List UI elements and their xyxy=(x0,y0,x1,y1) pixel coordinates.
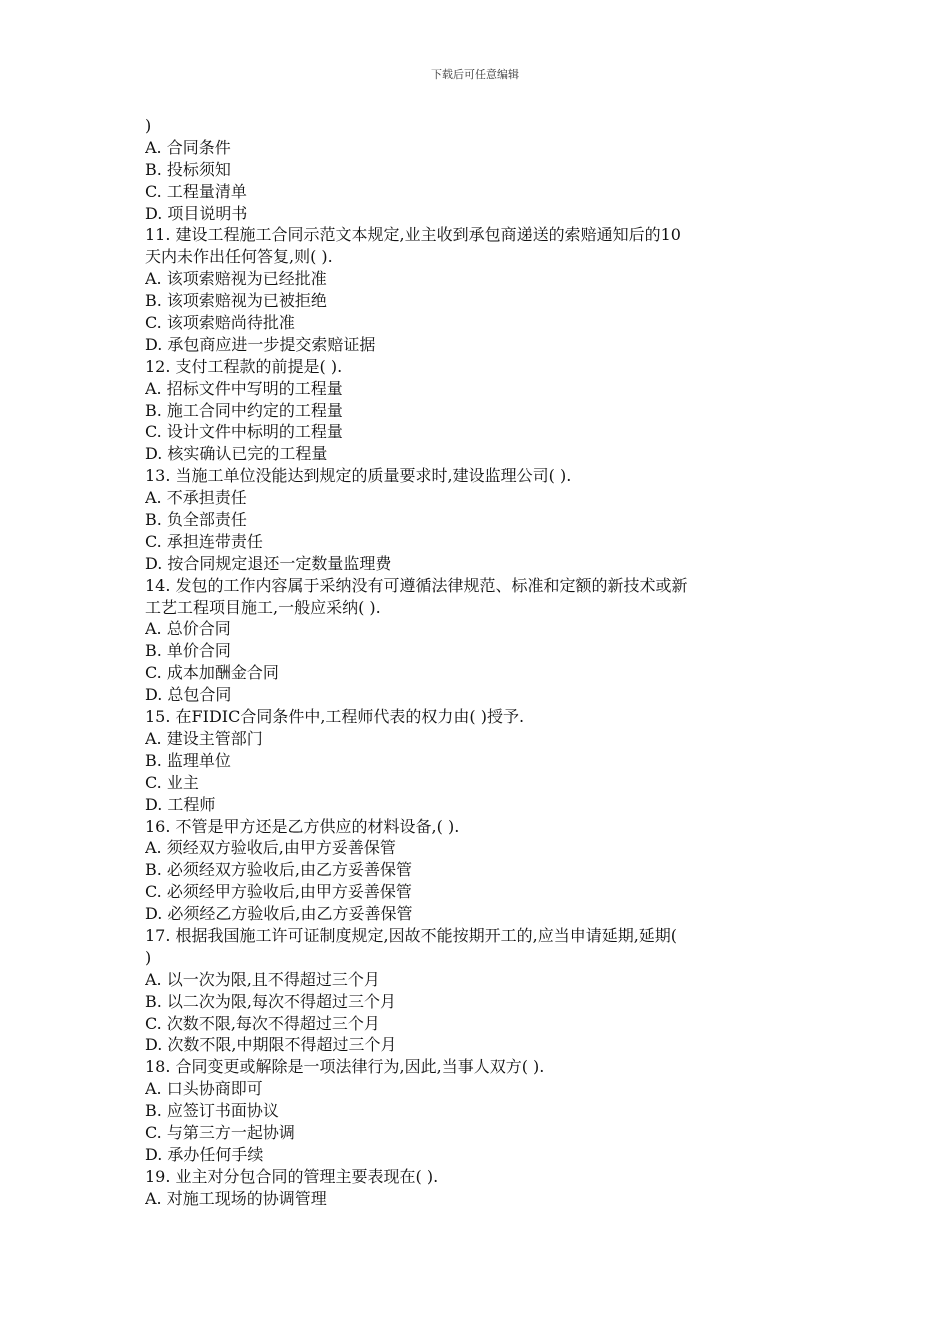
text-line: C. 成本加酬金合同 xyxy=(145,663,279,683)
document-body xyxy=(145,115,805,1210)
text-line: D. 按合同规定退还一定数量监理费 xyxy=(145,553,392,573)
text-line: 17. 根据我国施工许可证制度规定,因故不能按期开工的,应当申请延期,延期( xyxy=(145,925,678,945)
text-line: B. 投标须知 xyxy=(145,159,231,179)
text-line: A. 建设主管部门 xyxy=(145,728,263,748)
text-line: B. 监理单位 xyxy=(145,750,231,770)
text-line: C. 次数不限,每次不得超过三个月 xyxy=(145,1013,380,1033)
text-line: A. 对施工现场的协调管理 xyxy=(145,1188,327,1208)
text-line: C. 设计文件中标明的工程量 xyxy=(145,422,343,442)
text-line: B. 施工合同中约定的工程量 xyxy=(145,400,343,420)
text-line: 15. 在FIDIC合同条件中,工程师代表的权力由( )授予. xyxy=(145,707,525,727)
text-line: C. 与第三方一起协调 xyxy=(145,1122,295,1142)
page-header: 下载后可任意编辑 xyxy=(431,68,519,81)
text-line: 16. 不管是甲方还是乙方供应的材料设备,( ). xyxy=(145,816,460,836)
text-line: 18. 合同变更或解除是一项法律行为,因此,当事人双方( ). xyxy=(145,1057,545,1077)
text-line: D. 总包合同 xyxy=(145,685,232,705)
text-line: C. 承担连带责任 xyxy=(145,531,263,551)
text-line: A. 须经双方验收后,由甲方妥善保管 xyxy=(145,838,396,858)
text-line: B. 该项索赔视为已被拒绝 xyxy=(145,291,327,311)
text-line: ) xyxy=(145,116,152,135)
text-line: A. 口头协商即可 xyxy=(145,1079,263,1099)
text-line: D. 承包商应进一步提交索赔证据 xyxy=(145,334,376,354)
text-line: A. 该项索赔视为已经批准 xyxy=(145,269,327,289)
text-line: ) xyxy=(145,947,152,967)
text-line: A. 合同条件 xyxy=(145,137,231,157)
text-line: A. 招标文件中写明的工程量 xyxy=(145,378,343,398)
text-line: B. 负全部责任 xyxy=(145,510,247,530)
text-line: D. 工程师 xyxy=(145,794,216,814)
text-line: D. 承办任何手续 xyxy=(145,1144,264,1164)
text-line: C. 该项索赔尚待批准 xyxy=(145,313,295,333)
text-line: A. 不承担责任 xyxy=(145,488,247,508)
text-line: A. 以一次为限,且不得超过三个月 xyxy=(145,969,380,989)
text-line: 工艺工程项目施工,一般应采纳( ). xyxy=(145,597,381,617)
text-line: D. 必须经乙方验收后,由乙方妥善保管 xyxy=(145,904,413,924)
text-line: B. 以二次为限,每次不得超过三个月 xyxy=(145,991,397,1011)
text-line: 天内未作出任何答复,则( ). xyxy=(145,247,333,267)
text-line: B. 必须经双方验收后,由乙方妥善保管 xyxy=(145,860,413,880)
text-line: 13. 当施工单位没能达到规定的质量要求时,建设监理公司( ). xyxy=(145,466,572,486)
text-line: 14. 发包的工作内容属于采纳没有可遵循法律规范、标准和定额的新技术或新 xyxy=(145,575,688,595)
text-line: 12. 支付工程款的前提是( ). xyxy=(145,356,343,376)
text-line: C. 工程量清单 xyxy=(145,181,247,201)
text-line: A. 总价合同 xyxy=(145,619,231,639)
text-line: C. 必须经甲方验收后,由甲方妥善保管 xyxy=(145,882,412,902)
text-line: B. 应签订书面协议 xyxy=(145,1101,279,1121)
text-line: 19. 业主对分包合同的管理主要表现在( ). xyxy=(145,1166,439,1186)
text-line: 11. 建设工程施工合同示范文本规定,业主收到承包商递送的索赔通知后的10 xyxy=(145,225,681,245)
text-line: D. 项目说明书 xyxy=(145,203,248,223)
text-line: B. 单价合同 xyxy=(145,641,231,661)
text-line: D. 核实确认已完的工程量 xyxy=(145,444,328,464)
text-line: D. 次数不限,中期限不得超过三个月 xyxy=(145,1035,397,1055)
text-line: C. 业主 xyxy=(145,772,199,792)
